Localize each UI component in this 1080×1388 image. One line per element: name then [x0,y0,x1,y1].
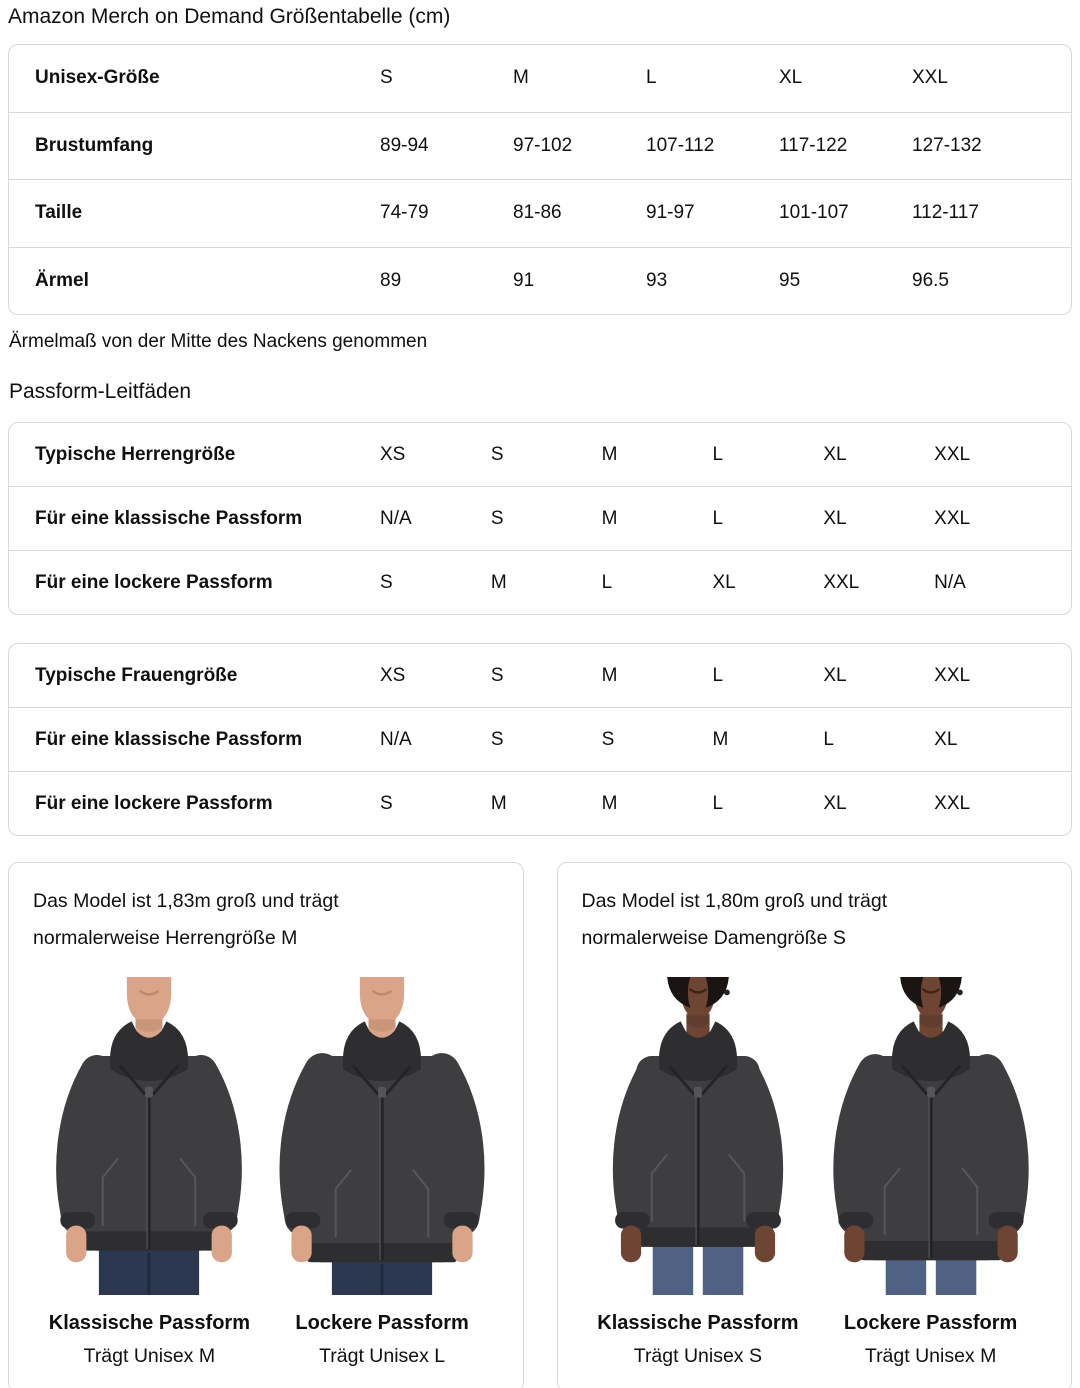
figure-loose-fit [814,971,1047,1368]
table-cell: S [380,67,393,89]
table-cell: XL [823,792,847,814]
table-cell: S [601,728,615,750]
sleeve-measure-note: Ärmelmaß von der Mitte des Nackens genommen [9,331,428,352]
womens-fit-table [8,643,1072,836]
table-row [9,707,1071,771]
table-cell: XL [779,67,803,89]
table-cell: XS [380,443,406,465]
row-label: Unisex-Größe [35,67,160,89]
size-label: Trägt Unisex S [633,1345,762,1367]
model-description: Das Model ist 1,80m groß und trägt normalerweise Damengröße S [581,890,888,949]
table-row [9,112,1071,180]
table-cell: L [712,507,724,529]
table-cell: N/A [934,571,966,593]
womens-model-card [557,862,1073,1388]
mens-fit-table [8,422,1072,615]
size-label: Trägt Unisex L [319,1345,446,1367]
table-cell: L [823,728,834,750]
table-row [9,771,1071,835]
figure-loose-fit [266,971,499,1368]
row-label: Taille [35,202,83,224]
model-photo [276,971,488,1301]
table-cell: 117-122 [779,134,848,156]
table-cell: 107-112 [646,134,715,156]
table-cell: XL [823,443,847,465]
table-row [9,550,1071,614]
fit-label: Lockere Passform [295,1312,469,1334]
fit-label: Lockere Passform [843,1312,1018,1334]
model-photo [43,971,255,1301]
table-cell: L [712,443,724,465]
model-photo-svg [43,971,255,1301]
table-cell: L [601,571,613,593]
model-description: Das Model ist 1,83m groß und trägt normalerweise Herrengröße M [33,890,339,949]
table-row [9,486,1071,550]
table-cell: M [513,67,529,89]
table-cell: L [712,664,724,686]
table-cell: XL [823,664,847,686]
model-photo [825,971,1037,1301]
size-label: Trägt Unisex M [864,1345,997,1367]
row-label: Für eine lockere Passform [35,571,273,593]
table-cell: 96.5 [912,269,949,291]
table-cell: S [490,507,504,529]
table-cell: 101-107 [779,202,849,224]
table-cell: 81-86 [513,202,562,224]
row-label: Brustumfang [35,134,154,156]
table-cell: M [601,443,618,465]
table-row [9,644,1071,707]
table-cell: XXL [934,664,971,686]
table-cell: 89 [380,269,402,291]
table-cell: M [490,571,507,593]
table-cell: S [490,664,504,686]
fit-label: Klassische Passform [48,1312,250,1334]
table-cell: XXL [823,571,860,593]
table-cell: N/A [380,728,412,750]
table-cell: XL [712,571,736,593]
table-cell: M [601,664,618,686]
table-cell: XXL [934,443,971,465]
table-cell: M [601,792,618,814]
model-photo-svg [592,971,804,1301]
page-title: Amazon Merch on Demand Größentabelle (cm) [8,5,451,28]
table-cell: XXL [934,792,971,814]
table-cell: 127-132 [912,134,982,156]
table-cell: XL [934,728,958,750]
table-cell: XS [380,664,406,686]
table-cell: XL [823,507,847,529]
table-cell: 95 [779,269,801,291]
table-cell: XXL [934,507,971,529]
table-cell: XXL [912,67,948,89]
table-cell: M [490,792,507,814]
table-cell: M [601,507,618,529]
table-cell: L [646,67,657,89]
figure-classic-fit [582,971,815,1368]
model-figures [33,971,499,1368]
model-photo-svg [276,971,488,1301]
fit-label: Klassische Passform [597,1312,799,1334]
table-cell: 91-97 [646,202,695,224]
table-row [9,179,1071,247]
table-cell: S [490,443,504,465]
table-row [9,423,1071,486]
table-cell: N/A [380,507,412,529]
model-photo-svg [825,971,1037,1301]
table-cell: 97-102 [513,134,573,156]
model-cards-row [8,862,1072,1388]
row-label: Typische Frauengröße [35,664,238,686]
model-figures [582,971,1048,1368]
table-cell: 89-94 [380,134,429,156]
row-label: Ärmel [35,269,89,291]
table-row [9,45,1071,112]
figure-classic-fit [33,971,266,1368]
unisex-size-table [8,44,1072,315]
row-label: Für eine klassische Passform [35,507,303,529]
table-cell: 74-79 [380,202,429,224]
table-cell: S [380,792,393,814]
mens-model-card [8,862,524,1388]
table-cell: 112-117 [912,202,979,224]
row-label: Für eine lockere Passform [35,792,273,814]
table-cell: L [712,792,724,814]
size-label: Trägt Unisex M [83,1345,216,1367]
table-cell: M [712,728,729,750]
table-cell: S [490,728,504,750]
row-label: Typische Herrengröße [35,443,236,465]
table-cell: 93 [646,269,668,291]
fit-guides-heading: Passform-Leitfäden [9,380,192,403]
size-chart-page [0,2,1080,1388]
table-cell: 91 [513,269,535,291]
table-cell: S [380,571,393,593]
model-photo [592,971,804,1301]
row-label: Für eine klassische Passform [35,728,303,750]
table-row [9,247,1071,315]
